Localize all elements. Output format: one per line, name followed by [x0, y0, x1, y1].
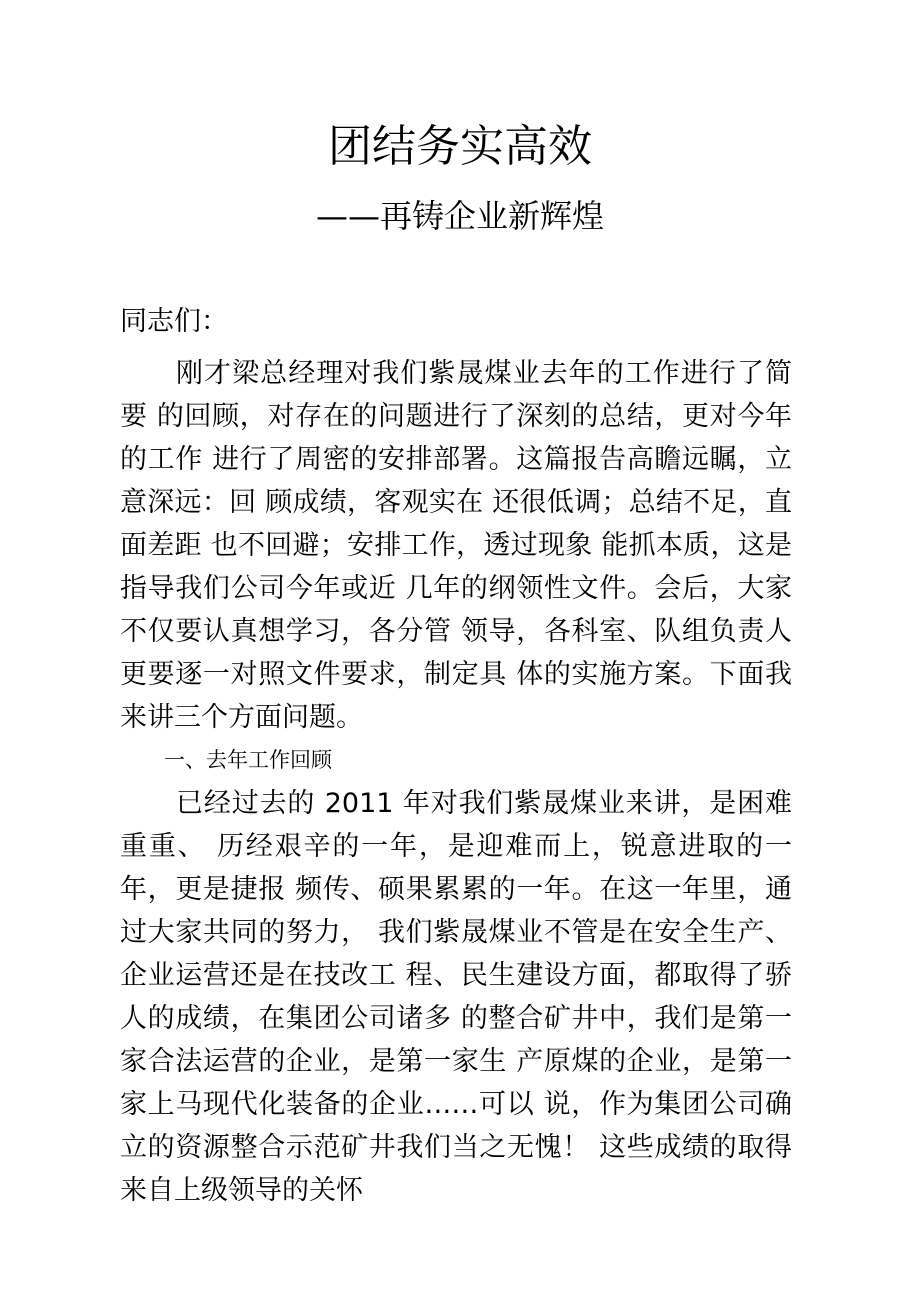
document-title-block — [0, 118, 920, 237]
page-subtitle: ——再铸企业新辉煌 — [315, 197, 604, 235]
section-heading-one: 一、去年工作回顾 — [164, 748, 332, 772]
paragraph-review-2011: 已经过去的 2011 年对我们紫晟煤业来讲，是困难重重、 历经艰辛的一年，是迎难而上，锐意进取的一年，更是捷报 频传、硕果累累的一年。在这一年里，通过大家共同的努力， 我们紫晟煤业不管是在安全生产、企业运营还是在技改工 程、民生建设方面，都取得了骄人的成绩，在集团公司诸多 的整合矿井中，我们是第一家合法运营的企业，是第一家生 产原煤的企业，是第一家上马现代化装备的企业……可以 说，作为集团公司确立的资源整合示范矿井我们当之无愧！ 这些成绩的取得来自上级领导的关怀 — [120, 788, 792, 1206]
paragraph-intro: 刚才梁总经理对我们紫晟煤业去年的工作进行了简要 的回顾，对存在的问题进行了深刻的总结，更对今年的工作 进行了周密的安排部署。这篇报告高瞻远瞩，立意深远：回 顾成绩，客观实在 还很低调；总结不足，直面差距 也不回避；安排工作，透过现象 能抓本质，这是指导我们公司今年或近 几年的纲领性文件。会后，大家不仅要认真想学习，各分管 领导，各科室、队组负责人更要逐一对照文件要求，制定具 体的实施方案。下面我 来讲三个方面问题。 — [120, 358, 792, 733]
salutation: 同志们： — [120, 306, 228, 337]
page-title: 团结务实高效 — [328, 121, 592, 172]
document-body — [120, 300, 792, 1212]
